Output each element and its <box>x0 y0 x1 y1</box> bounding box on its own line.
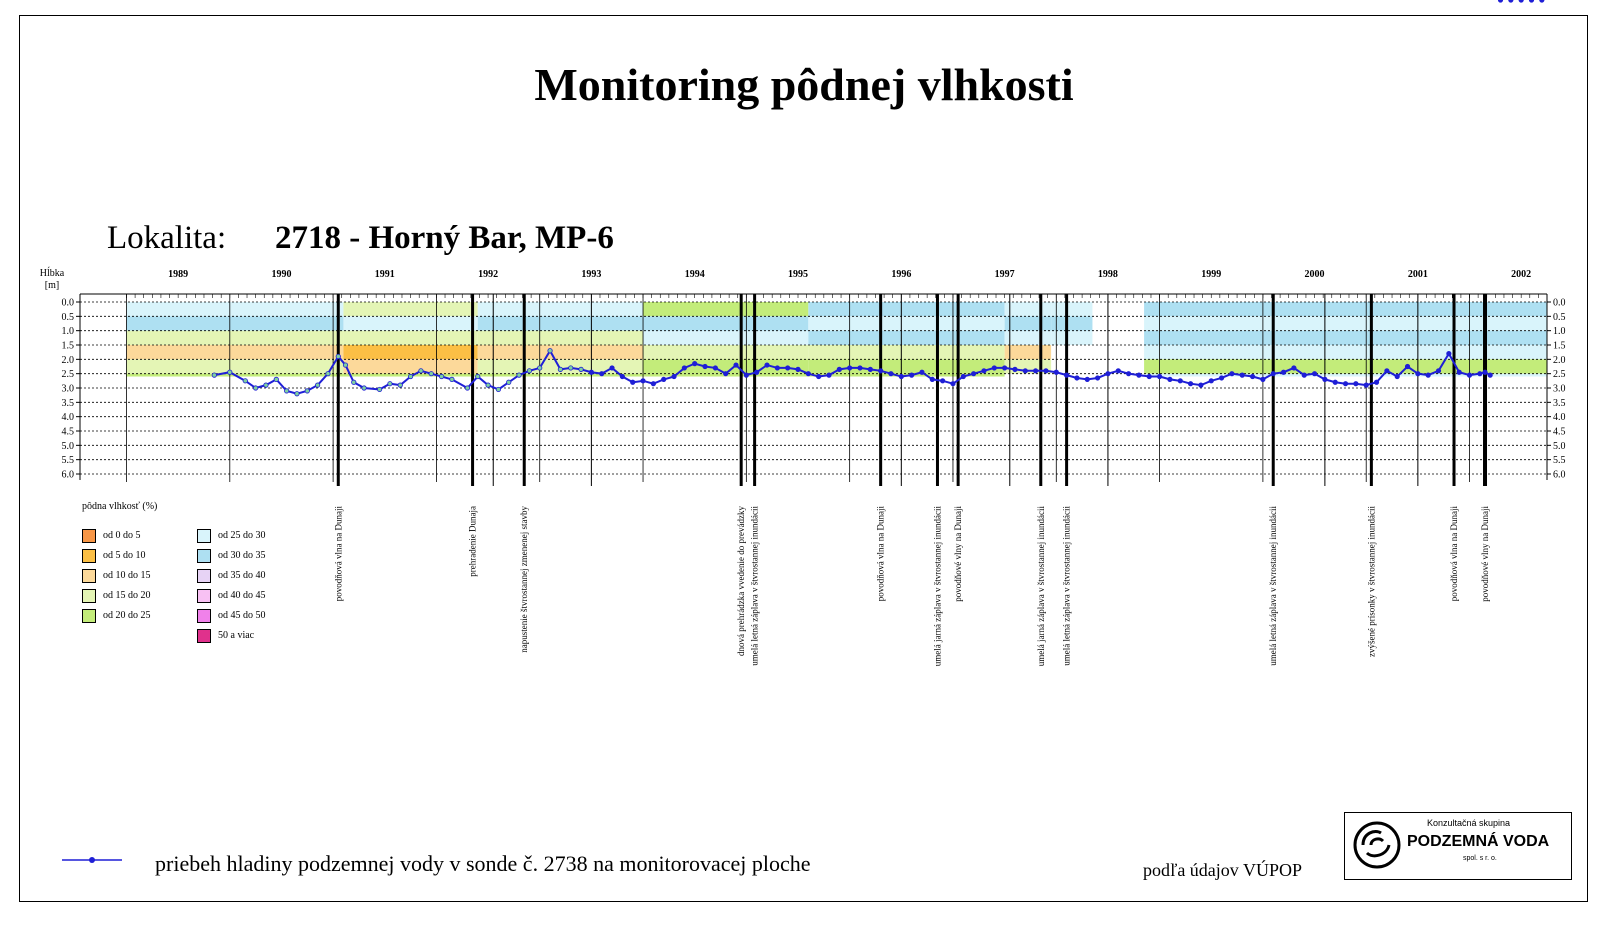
event-labels <box>333 506 1490 667</box>
groundwater-point <box>713 366 717 370</box>
moisture-legend-label: 50 a viac <box>218 630 255 641</box>
groundwater-point <box>651 382 655 386</box>
groundwater-point <box>1085 377 1089 381</box>
groundwater-point <box>1374 380 1378 384</box>
groundwater-point <box>1302 373 1306 377</box>
moisture-cell <box>808 302 1004 316</box>
moisture-legend-swatch <box>82 569 96 583</box>
groundwater-point <box>1498 0 1502 2</box>
event-label: povodňové vlny na Dunaji <box>1480 506 1491 602</box>
moisture-cell <box>808 359 1004 373</box>
groundwater-point <box>243 379 247 383</box>
groundwater-point <box>1002 366 1006 370</box>
groundwater-point <box>429 371 433 375</box>
moisture-cell <box>126 345 343 359</box>
moisture-cell <box>808 316 1004 330</box>
event-label: dnová prehrádzka vvedenie do prevádzky <box>736 506 747 656</box>
groundwater-point <box>1157 374 1161 378</box>
groundwater-point <box>1323 377 1327 381</box>
groundwater-point <box>703 364 707 368</box>
groundwater-point <box>527 369 531 373</box>
moisture-legend-label: od 5 do 10 <box>103 550 146 561</box>
moisture-cell <box>343 302 477 316</box>
y-tick-label-left: 3.0 <box>61 383 74 395</box>
groundwater-point <box>1385 369 1389 373</box>
groundwater-point <box>827 373 831 377</box>
moisture-legend-swatch <box>197 569 211 583</box>
moisture-cell <box>478 345 643 359</box>
groundwater-point <box>620 374 624 378</box>
groundwater-legend-marker <box>62 852 122 862</box>
groundwater-point <box>558 367 562 371</box>
groundwater-point <box>899 374 903 378</box>
groundwater-point <box>450 377 454 381</box>
moisture-cell <box>1005 331 1051 345</box>
moisture-cell <box>126 302 343 316</box>
groundwater-point <box>1529 0 1533 2</box>
groundwater-point <box>343 363 347 367</box>
y-tick-label-left: 6.0 <box>61 469 74 481</box>
groundwater-point <box>212 373 216 377</box>
groundwater-point <box>1447 351 1451 355</box>
moisture-cell <box>126 331 343 345</box>
groundwater-point <box>362 386 366 390</box>
moisture-legend-swatch <box>82 549 96 563</box>
company-logo <box>1344 812 1572 880</box>
moisture-cell <box>1005 316 1051 330</box>
groundwater-point <box>1054 370 1058 374</box>
groundwater-point <box>326 371 330 375</box>
y-tick-label-right: 2.5 <box>1553 369 1566 381</box>
x-tick-label-year: 1999 <box>1201 269 1222 280</box>
x-tick-label-year: 1994 <box>684 269 705 280</box>
groundwater-point <box>1457 370 1461 374</box>
y-tick-label-left: 4.5 <box>61 426 74 438</box>
moisture-legend-label: od 35 do 40 <box>218 570 266 581</box>
groundwater-point <box>723 371 727 375</box>
moisture-cell <box>643 331 808 345</box>
groundwater-point <box>847 366 851 370</box>
y-tick-label-left: 1.0 <box>61 326 74 338</box>
moisture-cell <box>478 302 643 316</box>
y-tick-label-left: 3.5 <box>61 397 74 409</box>
groundwater-point <box>284 389 288 393</box>
y-tick-label-left: 2.5 <box>61 369 74 381</box>
groundwater-point <box>961 374 965 378</box>
groundwater-point <box>806 371 810 375</box>
groundwater-point <box>940 379 944 383</box>
moisture-cell <box>808 345 1004 359</box>
y-tick-label-right: 6.0 <box>1553 469 1566 481</box>
y-tick-label-left: 5.0 <box>61 440 74 452</box>
data-source-note: podľa údajov VÚPOP <box>1143 860 1302 880</box>
groundwater-point <box>662 377 666 381</box>
event-label: umelá jarná záplava v štvrostannej inundácii <box>1035 506 1046 667</box>
groundwater-point <box>1519 0 1523 2</box>
x-tick-label-year: 1992 <box>478 269 499 280</box>
moisture-cell <box>126 316 343 330</box>
moisture-legend-label: od 45 do 50 <box>218 610 266 621</box>
groundwater-point <box>1168 377 1172 381</box>
groundwater-point <box>1478 371 1482 375</box>
groundwater-point <box>1405 364 1409 368</box>
moisture-cell <box>1005 345 1051 359</box>
groundwater-point <box>1013 367 1017 371</box>
groundwater-point <box>692 361 696 365</box>
x-tick-label-year: 1990 <box>271 269 292 280</box>
event-label: povodňová vlna na Dunaji <box>1449 506 1460 602</box>
groundwater-point <box>1483 370 1487 374</box>
x-tick-label-year: 1998 <box>1097 269 1118 280</box>
groundwater-point <box>1343 382 1347 386</box>
x-tick-label-year: 2002 <box>1511 269 1532 280</box>
groundwater-point <box>816 374 820 378</box>
moisture-legend-label: od 25 do 30 <box>218 530 266 541</box>
groundwater-point <box>1178 379 1182 383</box>
groundwater-point <box>930 377 934 381</box>
groundwater-point <box>744 373 748 377</box>
groundwater-point <box>971 371 975 375</box>
groundwater-point <box>1064 373 1068 377</box>
moisture-cell <box>808 331 1004 345</box>
moisture-legend-label: od 0 do 5 <box>103 530 141 541</box>
y-tick-label-right: 5.0 <box>1553 440 1566 452</box>
x-tick-label-year: 1995 <box>788 269 809 280</box>
groundwater-point <box>1509 0 1513 2</box>
groundwater-point <box>408 374 412 378</box>
x-tick-label-year: 1997 <box>994 269 1015 280</box>
groundwater-point <box>951 382 955 386</box>
moisture-cell <box>343 331 477 345</box>
groundwater-point <box>476 374 480 378</box>
logo-line-3: spol. s r. o. <box>1463 855 1497 862</box>
logo-line-1: Konzultačná skupina <box>1427 818 1511 828</box>
moisture-cell <box>478 316 643 330</box>
moisture-legend-swatch <box>197 589 211 603</box>
groundwater-point <box>1230 371 1234 375</box>
groundwater-point <box>1095 376 1099 380</box>
x-tick-label-year: 1989 <box>168 269 189 280</box>
groundwater-point <box>858 366 862 370</box>
groundwater-point <box>538 366 542 370</box>
groundwater-point <box>868 367 872 371</box>
groundwater-point <box>388 382 392 386</box>
moisture-legend-label: od 10 do 15 <box>103 570 151 581</box>
groundwater-point <box>1209 379 1213 383</box>
event-label: napustenie štvrostannej zmenenej stavby <box>519 506 530 653</box>
groundwater-point <box>796 367 800 371</box>
groundwater-point <box>1023 369 1027 373</box>
y-tick-label-right: 2.0 <box>1553 354 1566 366</box>
groundwater-point <box>889 371 893 375</box>
groundwater-point <box>465 386 469 390</box>
moisture-legend-swatch <box>82 529 96 543</box>
moisture-cell <box>643 316 808 330</box>
groundwater-point <box>1436 369 1440 373</box>
y-tick-label-right: 3.0 <box>1553 383 1566 395</box>
moisture-cell <box>1051 331 1092 345</box>
groundwater-point <box>1250 374 1254 378</box>
groundwater-point <box>1188 382 1192 386</box>
y-tick-label-left: 0.5 <box>61 311 74 323</box>
groundwater-point <box>1106 371 1110 375</box>
groundwater-point <box>419 369 423 373</box>
logo-line-2: PODZEMNÁ VODA <box>1407 833 1550 850</box>
groundwater-point <box>909 373 913 377</box>
y-axis-unit: [m] <box>44 280 60 291</box>
moisture-legend-swatch <box>197 629 211 643</box>
moisture-cell <box>126 359 343 373</box>
moisture-cell <box>643 345 808 359</box>
groundwater-point <box>1219 376 1223 380</box>
groundwater-point <box>295 392 299 396</box>
groundwater-point <box>1488 373 1492 377</box>
groundwater-point <box>1333 380 1337 384</box>
groundwater-point <box>1033 369 1037 373</box>
groundwater-point <box>336 354 340 358</box>
y-tick-label-right: 4.5 <box>1553 426 1566 438</box>
y-tick-label-right: 0.0 <box>1553 297 1566 309</box>
y-tick-label-right: 1.5 <box>1553 340 1566 352</box>
groundwater-point <box>1312 371 1316 375</box>
y-tick-label-right: 5.5 <box>1553 455 1566 467</box>
groundwater-point <box>352 380 356 384</box>
groundwater-point <box>775 366 779 370</box>
groundwater-point <box>507 380 511 384</box>
groundwater-point <box>496 387 500 391</box>
x-tick-label-year: 1991 <box>374 269 395 280</box>
groundwater-point <box>1416 371 1420 375</box>
y-tick-label-right: 3.5 <box>1553 397 1566 409</box>
moisture-legend-title: pôdna vlhkosť (%) <box>82 501 158 512</box>
y-tick-label-right: 4.0 <box>1553 412 1566 424</box>
groundwater-point <box>1147 374 1151 378</box>
logo-emblem-icon <box>1351 819 1403 871</box>
groundwater-point <box>754 370 758 374</box>
page-title: Monitoring pôdnej vlhkosti <box>534 59 1074 110</box>
groundwater-point <box>610 366 614 370</box>
groundwater-point <box>1126 371 1130 375</box>
groundwater-point <box>837 367 841 371</box>
groundwater-point <box>785 366 789 370</box>
groundwater-point <box>264 383 268 387</box>
moisture-cell <box>343 359 477 373</box>
groundwater-point <box>600 371 604 375</box>
groundwater-point <box>1137 373 1141 377</box>
groundwater-point <box>641 379 645 383</box>
x-tick-label-year: 1996 <box>891 269 912 280</box>
groundwater-point <box>1261 377 1265 381</box>
groundwater-point <box>1426 373 1430 377</box>
groundwater-point <box>1364 383 1368 387</box>
moisture-legend-label: od 15 do 20 <box>103 590 151 601</box>
event-label: umelá jarná záplava v štvrostannej inundácii <box>932 506 943 667</box>
y-tick-label-left: 0.0 <box>61 297 74 309</box>
groundwater-point <box>734 363 738 367</box>
moisture-legend-label: od 30 do 35 <box>218 550 266 561</box>
groundwater-point <box>439 374 443 378</box>
groundwater-point <box>878 369 882 373</box>
groundwater-point <box>1354 382 1358 386</box>
groundwater-point <box>1292 366 1296 370</box>
y-tick-label-left: 1.5 <box>61 340 74 352</box>
groundwater-point <box>992 366 996 370</box>
groundwater-point <box>228 370 232 374</box>
event-label: umelá letná záplava v štvrostannej inundácii <box>1061 506 1072 666</box>
moisture-cell <box>643 302 808 316</box>
moisture-cell <box>343 345 477 359</box>
moisture-legend-swatch <box>82 589 96 603</box>
groundwater-point <box>517 373 521 377</box>
groundwater-point <box>315 383 319 387</box>
groundwater-point <box>579 367 583 371</box>
groundwater-point <box>682 366 686 370</box>
event-label: umelá letná záplava v štvrostannej inundácii <box>749 506 760 666</box>
groundwater-point <box>1467 373 1471 377</box>
x-tick-label-year: 2001 <box>1407 269 1428 280</box>
moisture-cell <box>1005 302 1051 316</box>
event-label: zvýšené prísonky v štvrostannej inundácii <box>1366 506 1377 657</box>
y-tick-label-right: 0.5 <box>1553 311 1566 323</box>
y-tick-label-left: 5.5 <box>61 455 74 467</box>
location-value: 2718 - Horný Bar, MP-6 <box>275 220 614 256</box>
moisture-cell <box>1051 302 1092 316</box>
groundwater-point <box>589 370 593 374</box>
event-label: povodňové vlny na Dunaji <box>953 506 964 602</box>
groundwater-point <box>274 377 278 381</box>
moisture-legend-swatch <box>197 529 211 543</box>
moisture-cell <box>1051 316 1092 330</box>
groundwater-point <box>1044 369 1048 373</box>
groundwater-point <box>1540 0 1544 2</box>
groundwater-point <box>1116 369 1120 373</box>
location-label: Lokalita: <box>107 220 227 256</box>
groundwater-point <box>982 369 986 373</box>
groundwater-point <box>631 380 635 384</box>
groundwater-point <box>1271 371 1275 375</box>
event-label: povodňová vlna na Dunaji <box>875 506 886 602</box>
groundwater-point <box>377 387 381 391</box>
groundwater-point <box>1075 376 1079 380</box>
groundwater-point <box>486 383 490 387</box>
moisture-cell <box>343 316 477 330</box>
groundwater-point <box>305 389 309 393</box>
groundwater-point <box>1199 383 1203 387</box>
groundwater-point <box>569 366 573 370</box>
y-tick-label-right: 1.0 <box>1553 326 1566 338</box>
event-label: prehradenie Dunaja <box>467 506 478 577</box>
groundwater-point <box>1240 373 1244 377</box>
moisture-cell <box>478 331 643 345</box>
moisture-legend-label: od 40 do 45 <box>218 590 266 601</box>
moisture-legend-swatch <box>82 609 96 623</box>
event-label: povodňová vlna na Dunaji <box>333 506 344 602</box>
x-tick-label-year: 2000 <box>1304 269 1325 280</box>
groundwater-point <box>548 349 552 353</box>
x-tick-label-year: 1993 <box>581 269 602 280</box>
groundwater-point <box>1281 370 1285 374</box>
moisture-legend-swatch <box>197 609 211 623</box>
groundwater-legend-label: priebeh hladiny podzemnej vody v sonde č. 2738 na monitorovacej ploche <box>155 851 811 876</box>
y-tick-label-left: 4.0 <box>61 412 74 424</box>
y-axis-label: Hĺbka <box>39 268 65 279</box>
y-tick-label-left: 2.0 <box>61 354 74 366</box>
groundwater-point <box>920 370 924 374</box>
groundwater-point <box>765 363 769 367</box>
groundwater-point <box>1395 374 1399 378</box>
moisture-legend-label: od 20 do 25 <box>103 610 151 621</box>
groundwater-point <box>398 383 402 387</box>
groundwater-point <box>253 386 257 390</box>
event-label: umelá letná záplava v štvrostannej inundácii <box>1268 506 1279 666</box>
moisture-legend-swatch <box>197 549 211 563</box>
groundwater-point <box>672 374 676 378</box>
